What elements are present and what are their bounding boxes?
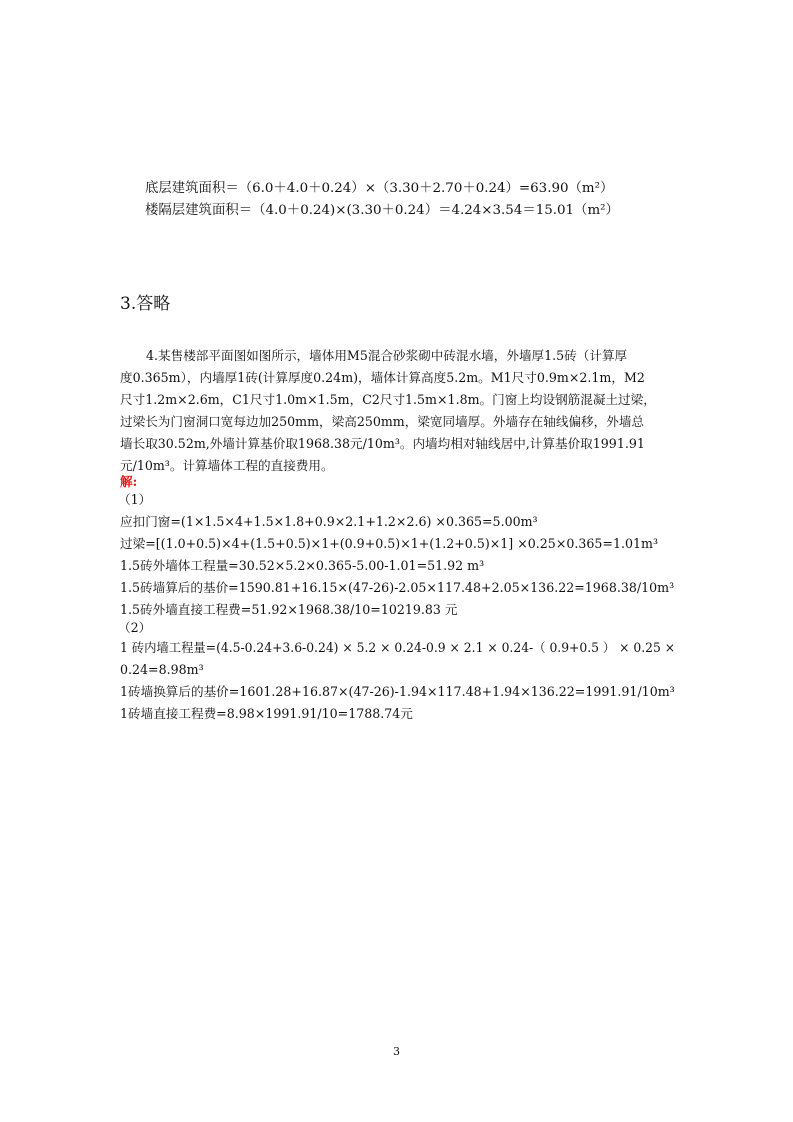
solution-line: 1砖墙换算后的基价=1601.28+16.87×(47-26)-1.94×117.48+1.94×136.22=1991.91/10m³ xyxy=(120,684,675,699)
solution-line: 1 砖内墙工程量=(4.5-0.24+3.6-0.24) × 5.2 × 0.24-0.9 × 2.1 × 0.24-（ 0.9+0.5 ） × 0.25 × xyxy=(120,640,676,655)
solution-line: 过梁=[(1.0+0.5)×4+(1.5+0.5)×1+(0.9+0.5)×1+(1.2+0.5)×1] ×0.25×0.365=1.01m³ xyxy=(120,536,659,551)
area-line-1: 底层建筑面积＝（6.0＋4.0＋0.24）×（3.30＋2.70＋0.24）=63.90（m²） xyxy=(145,181,614,196)
page-number: 3 xyxy=(393,1045,400,1058)
solution-line: 1.5砖墙算后的基价=1590.81+16.15×(47-26)-2.05×117.48+2.05×136.22=1968.38/10m³ xyxy=(120,580,675,595)
section-heading: 3.答略 xyxy=(120,294,171,314)
solution-line: 1.5砖外墙直接工程费=51.92×1968.38/10=10219.83 元 xyxy=(120,602,458,617)
problem-line: 过梁长为门窗洞口宽每边加250mm，梁高250mm，梁宽同墙厚。外墙存在轴线偏移，外墙总 xyxy=(120,414,645,429)
problem-line: 度0.365m），内墙厚1砖(计算厚度0.24m)，墙体计算高度5.2m。M1尺寸0.9m×2.1m，M2 xyxy=(120,370,645,385)
solution-line: 0.24=8.98m³ xyxy=(120,662,204,677)
solution-label: 解: xyxy=(120,474,138,489)
solution-line: （2） xyxy=(118,620,152,635)
area-line-2: 楼隔层建筑面积＝（4.0＋0.24)×(3.30＋0.24）＝4.24×3.54＝15.01（m²） xyxy=(145,203,619,218)
problem-line: 墙长取30.52m,外墙计算基价取1968.38元/10m³。内墙均相对轴线居中,计算基价取1991.91 xyxy=(120,436,645,451)
solution-line: 1.5砖外墙体工程量=30.52×5.2×0.365-5.00-1.01=51.92 m³ xyxy=(120,558,485,573)
solution-line: 应扣门窗=(1×1.5×4+1.5×1.8+0.9×2.1+1.2×2.6) ×0.365=5.00m³ xyxy=(120,514,538,529)
problem-line: 尺寸1.2m×2.6m，C1尺寸1.0m×1.5m，C2尺寸1.5m×1.8m。门窗上均设钢筋混凝土过梁， xyxy=(120,392,656,407)
solution-line: （1） xyxy=(118,492,152,507)
problem-line: 4.某售楼部平面图如图所示，墙体用M5混合砂浆砌中砖混水墙，外墙厚1.5砖（计算厚 xyxy=(146,348,628,363)
problem-line: 元/10m³。计算墙体工程的直接费用。 xyxy=(120,458,334,473)
solution-line: 1砖墙直接工程费=8.98×1991.91/10=1788.74元 xyxy=(120,706,413,721)
